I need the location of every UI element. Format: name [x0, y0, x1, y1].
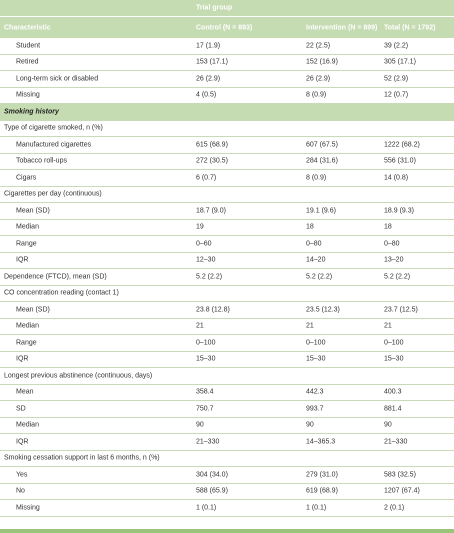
table-row [0, 335, 454, 352]
table-row [0, 368, 454, 385]
row-label: Longest previous abstinence (continuous, days) [4, 372, 153, 380]
row-label: Tobacco roll-ups [16, 157, 67, 165]
column-header-intervention: Intervention (N = 899) [306, 24, 378, 31]
control-value: 6 (0.7) [196, 174, 217, 182]
total-value: 90 [384, 421, 392, 429]
control-value: 153 (17.1) [196, 58, 228, 66]
total-value: 1207 (67.4) [384, 487, 420, 495]
control-value: 1 (0.1) [196, 504, 217, 512]
intervention-value: 19.1 (9.6) [306, 207, 336, 215]
table-row [0, 170, 454, 187]
table-row [0, 418, 454, 435]
control-value: 19 [196, 223, 204, 231]
control-value: 12–30 [196, 256, 216, 264]
trial-group-label: Trial group [196, 4, 233, 12]
total-value: 556 (31.0) [384, 157, 416, 165]
column-header-control: Control (N = 893) [196, 24, 253, 31]
control-value: 615 (68.9) [196, 141, 228, 149]
table-row [0, 236, 454, 253]
table-row [0, 484, 454, 501]
table-row [0, 467, 454, 484]
table-row [0, 88, 454, 105]
table-row [0, 203, 454, 220]
total-value: 18 [384, 223, 392, 231]
intervention-value: 14–20 [306, 256, 326, 264]
table-row [0, 434, 454, 451]
table-row [0, 71, 454, 88]
intervention-value: 0–80 [306, 240, 322, 248]
intervention-value: 619 (68.9) [306, 487, 338, 495]
control-value: 588 (65.9) [196, 487, 228, 495]
total-value: 1222 (68.2) [384, 141, 420, 149]
row-label: CO concentration reading (contact 1) [4, 289, 119, 297]
intervention-value: 22 (2.5) [306, 42, 331, 50]
table-row [0, 451, 454, 468]
total-value: 12 (0.7) [384, 91, 409, 99]
total-value: 881.4 [384, 405, 402, 413]
row-label: Range [16, 339, 37, 347]
table-row [0, 385, 454, 402]
intervention-value: 21 [306, 322, 314, 330]
row-label: Long-term sick or disabled [16, 75, 99, 83]
row-label: Smoking cessation support in last 6 months, n (%) [4, 454, 160, 462]
row-label: IQR [16, 355, 29, 363]
total-value: 583 (32.5) [384, 471, 416, 479]
total-value: 18.9 (9.3) [384, 207, 414, 215]
table-row [0, 220, 454, 237]
header-column-row [0, 16, 454, 38]
row-label: IQR [16, 256, 29, 264]
intervention-value: 15–30 [306, 355, 326, 363]
section-header-row [0, 104, 454, 121]
total-value: 23.7 (12.5) [384, 306, 418, 314]
row-label: Missing [16, 504, 40, 512]
row-label: No [16, 487, 25, 495]
row-label: Median [16, 421, 39, 429]
column-header-total: Total (N = 1792) [384, 24, 436, 31]
table-row [0, 253, 454, 270]
table-row [0, 154, 454, 171]
control-value: 90 [196, 421, 204, 429]
control-value: 750.7 [196, 405, 214, 413]
row-label: SD [16, 405, 26, 413]
control-value: 358.4 [196, 388, 214, 396]
intervention-value: 5.2 (2.2) [306, 273, 333, 281]
row-label: Dependence (FTCD), mean (SD) [4, 273, 107, 281]
intervention-value: 279 (31.0) [306, 471, 338, 479]
row-label: Smoking history [4, 108, 59, 116]
table-row [0, 401, 454, 418]
intervention-value: 8 (0.9) [306, 174, 327, 182]
total-value: 21–330 [384, 438, 408, 446]
total-value: 15–30 [384, 355, 404, 363]
intervention-value: 90 [306, 421, 314, 429]
table-bottom-bar [0, 529, 454, 533]
table-row [0, 121, 454, 138]
control-value: 17 (1.9) [196, 42, 221, 50]
total-value: 13–20 [384, 256, 404, 264]
row-label: Range [16, 240, 37, 248]
row-label: Student [16, 42, 41, 50]
intervention-value: 8 (0.9) [306, 91, 327, 99]
control-value: 26 (2.9) [196, 75, 221, 83]
intervention-value: 993.7 [306, 405, 324, 413]
table-row [0, 302, 454, 319]
row-label: Mean (SD) [16, 306, 50, 314]
table-row [0, 352, 454, 369]
control-value: 4 (0.5) [196, 91, 217, 99]
intervention-value: 23.5 (12.3) [306, 306, 340, 314]
row-label: Yes [16, 471, 28, 479]
total-value: 14 (0.8) [384, 174, 409, 182]
table-row [0, 286, 454, 303]
intervention-value: 152 (16.9) [306, 58, 338, 66]
total-value: 400.3 [384, 388, 402, 396]
intervention-value: 607 (67.5) [306, 141, 338, 149]
intervention-value: 284 (31.6) [306, 157, 338, 165]
row-label: Cigarettes per day (continuous) [4, 190, 102, 198]
row-label: Retired [16, 58, 39, 66]
total-value: 52 (2.9) [384, 75, 409, 83]
column-header-characteristic: Characteristic [4, 24, 51, 31]
total-value: 5.2 (2.2) [384, 273, 411, 281]
intervention-value: 26 (2.9) [306, 75, 331, 83]
intervention-value: 18 [306, 223, 314, 231]
control-value: 21 [196, 322, 204, 330]
intervention-value: 1 (0.1) [306, 504, 327, 512]
table-row [0, 500, 454, 517]
total-value: 39 (2.2) [384, 42, 409, 50]
row-label: Manufactured cigarettes [16, 141, 92, 149]
table-row [0, 55, 454, 72]
row-label: Missing [16, 91, 40, 99]
total-value: 21 [384, 322, 392, 330]
total-value: 0–80 [384, 240, 400, 248]
row-label: Mean [16, 388, 34, 396]
control-value: 0–100 [196, 339, 216, 347]
row-label: Median [16, 223, 39, 231]
control-value: 0–60 [196, 240, 212, 248]
row-label: Cigars [16, 174, 37, 182]
row-label: Type of cigarette smoked, n (%) [4, 124, 103, 132]
control-value: 5.2 (2.2) [196, 273, 223, 281]
table-row [0, 187, 454, 204]
intervention-value: 0–100 [306, 339, 326, 347]
table-body [0, 38, 454, 517]
control-value: 15–30 [196, 355, 216, 363]
table-header [0, 0, 454, 38]
row-label: Mean (SD) [16, 207, 50, 215]
total-value: 2 (0.1) [384, 504, 405, 512]
total-value: 305 (17.1) [384, 58, 416, 66]
control-value: 272 (30.5) [196, 157, 228, 165]
intervention-value: 14–365.3 [306, 438, 336, 446]
control-value: 18.7 (9.0) [196, 207, 226, 215]
table-row [0, 319, 454, 336]
row-label: Median [16, 322, 39, 330]
control-value: 23.8 (12.8) [196, 306, 230, 314]
intervention-value: 442.3 [306, 388, 324, 396]
table-row [0, 38, 454, 55]
control-value: 21–330 [196, 438, 220, 446]
table-row [0, 269, 454, 286]
header-group-row [0, 0, 454, 16]
row-label: IQR [16, 438, 29, 446]
control-value: 304 (34.0) [196, 471, 228, 479]
total-value: 0–100 [384, 339, 404, 347]
table-row [0, 137, 454, 154]
